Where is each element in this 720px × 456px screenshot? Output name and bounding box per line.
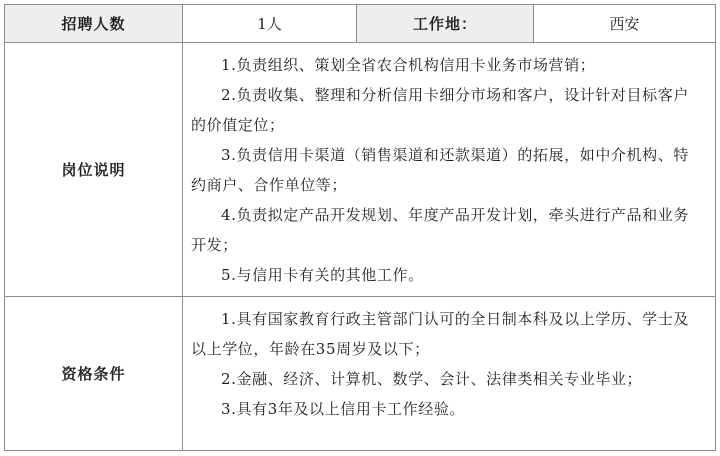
duty-item: 3.负责信用卡渠道（销售渠道和还款渠道）的拓展，如中介机构、特约商户、合作单位等；	[191, 146, 689, 194]
duties-row	[5, 43, 716, 297]
job-posting-table	[4, 4, 716, 451]
headcount-label: 招聘人数	[5, 5, 183, 43]
requirements-content	[183, 297, 716, 451]
duties-content	[183, 43, 716, 297]
duty-item: 2.负责收集、整理和分析信用卡细分市场和客户，设计针对目标客户的价值定位；	[191, 86, 689, 134]
headcount-value: 1人	[183, 5, 357, 43]
location-value: 西安	[534, 5, 716, 43]
duty-item: 4.负责拟定产品开发规划、年度产品开发计划，牵头进行产品和业务开发；	[191, 206, 689, 254]
duty-item: 1.负责组织、策划全省农合机构信用卡业务市场营销；	[221, 56, 596, 74]
requirement-item: 2.金融、经济、计算机、数学、会计、法律类相关专业毕业；	[221, 370, 643, 388]
header-row	[5, 5, 716, 43]
requirements-label: 资格条件	[5, 297, 183, 451]
duty-item: 5.与信用卡有关的其他工作。	[221, 266, 424, 284]
requirement-item: 3.具有3年及以上信用卡工作经验。	[221, 400, 466, 418]
requirements-row	[5, 297, 716, 451]
location-label: 工作地：	[357, 5, 534, 43]
requirement-item: 1.具有国家教育行政主管部门认可的全日制本科及以上学历、学士及以上学位，年龄在35周岁及以下；	[191, 310, 689, 358]
duties-label: 岗位说明	[5, 43, 183, 297]
